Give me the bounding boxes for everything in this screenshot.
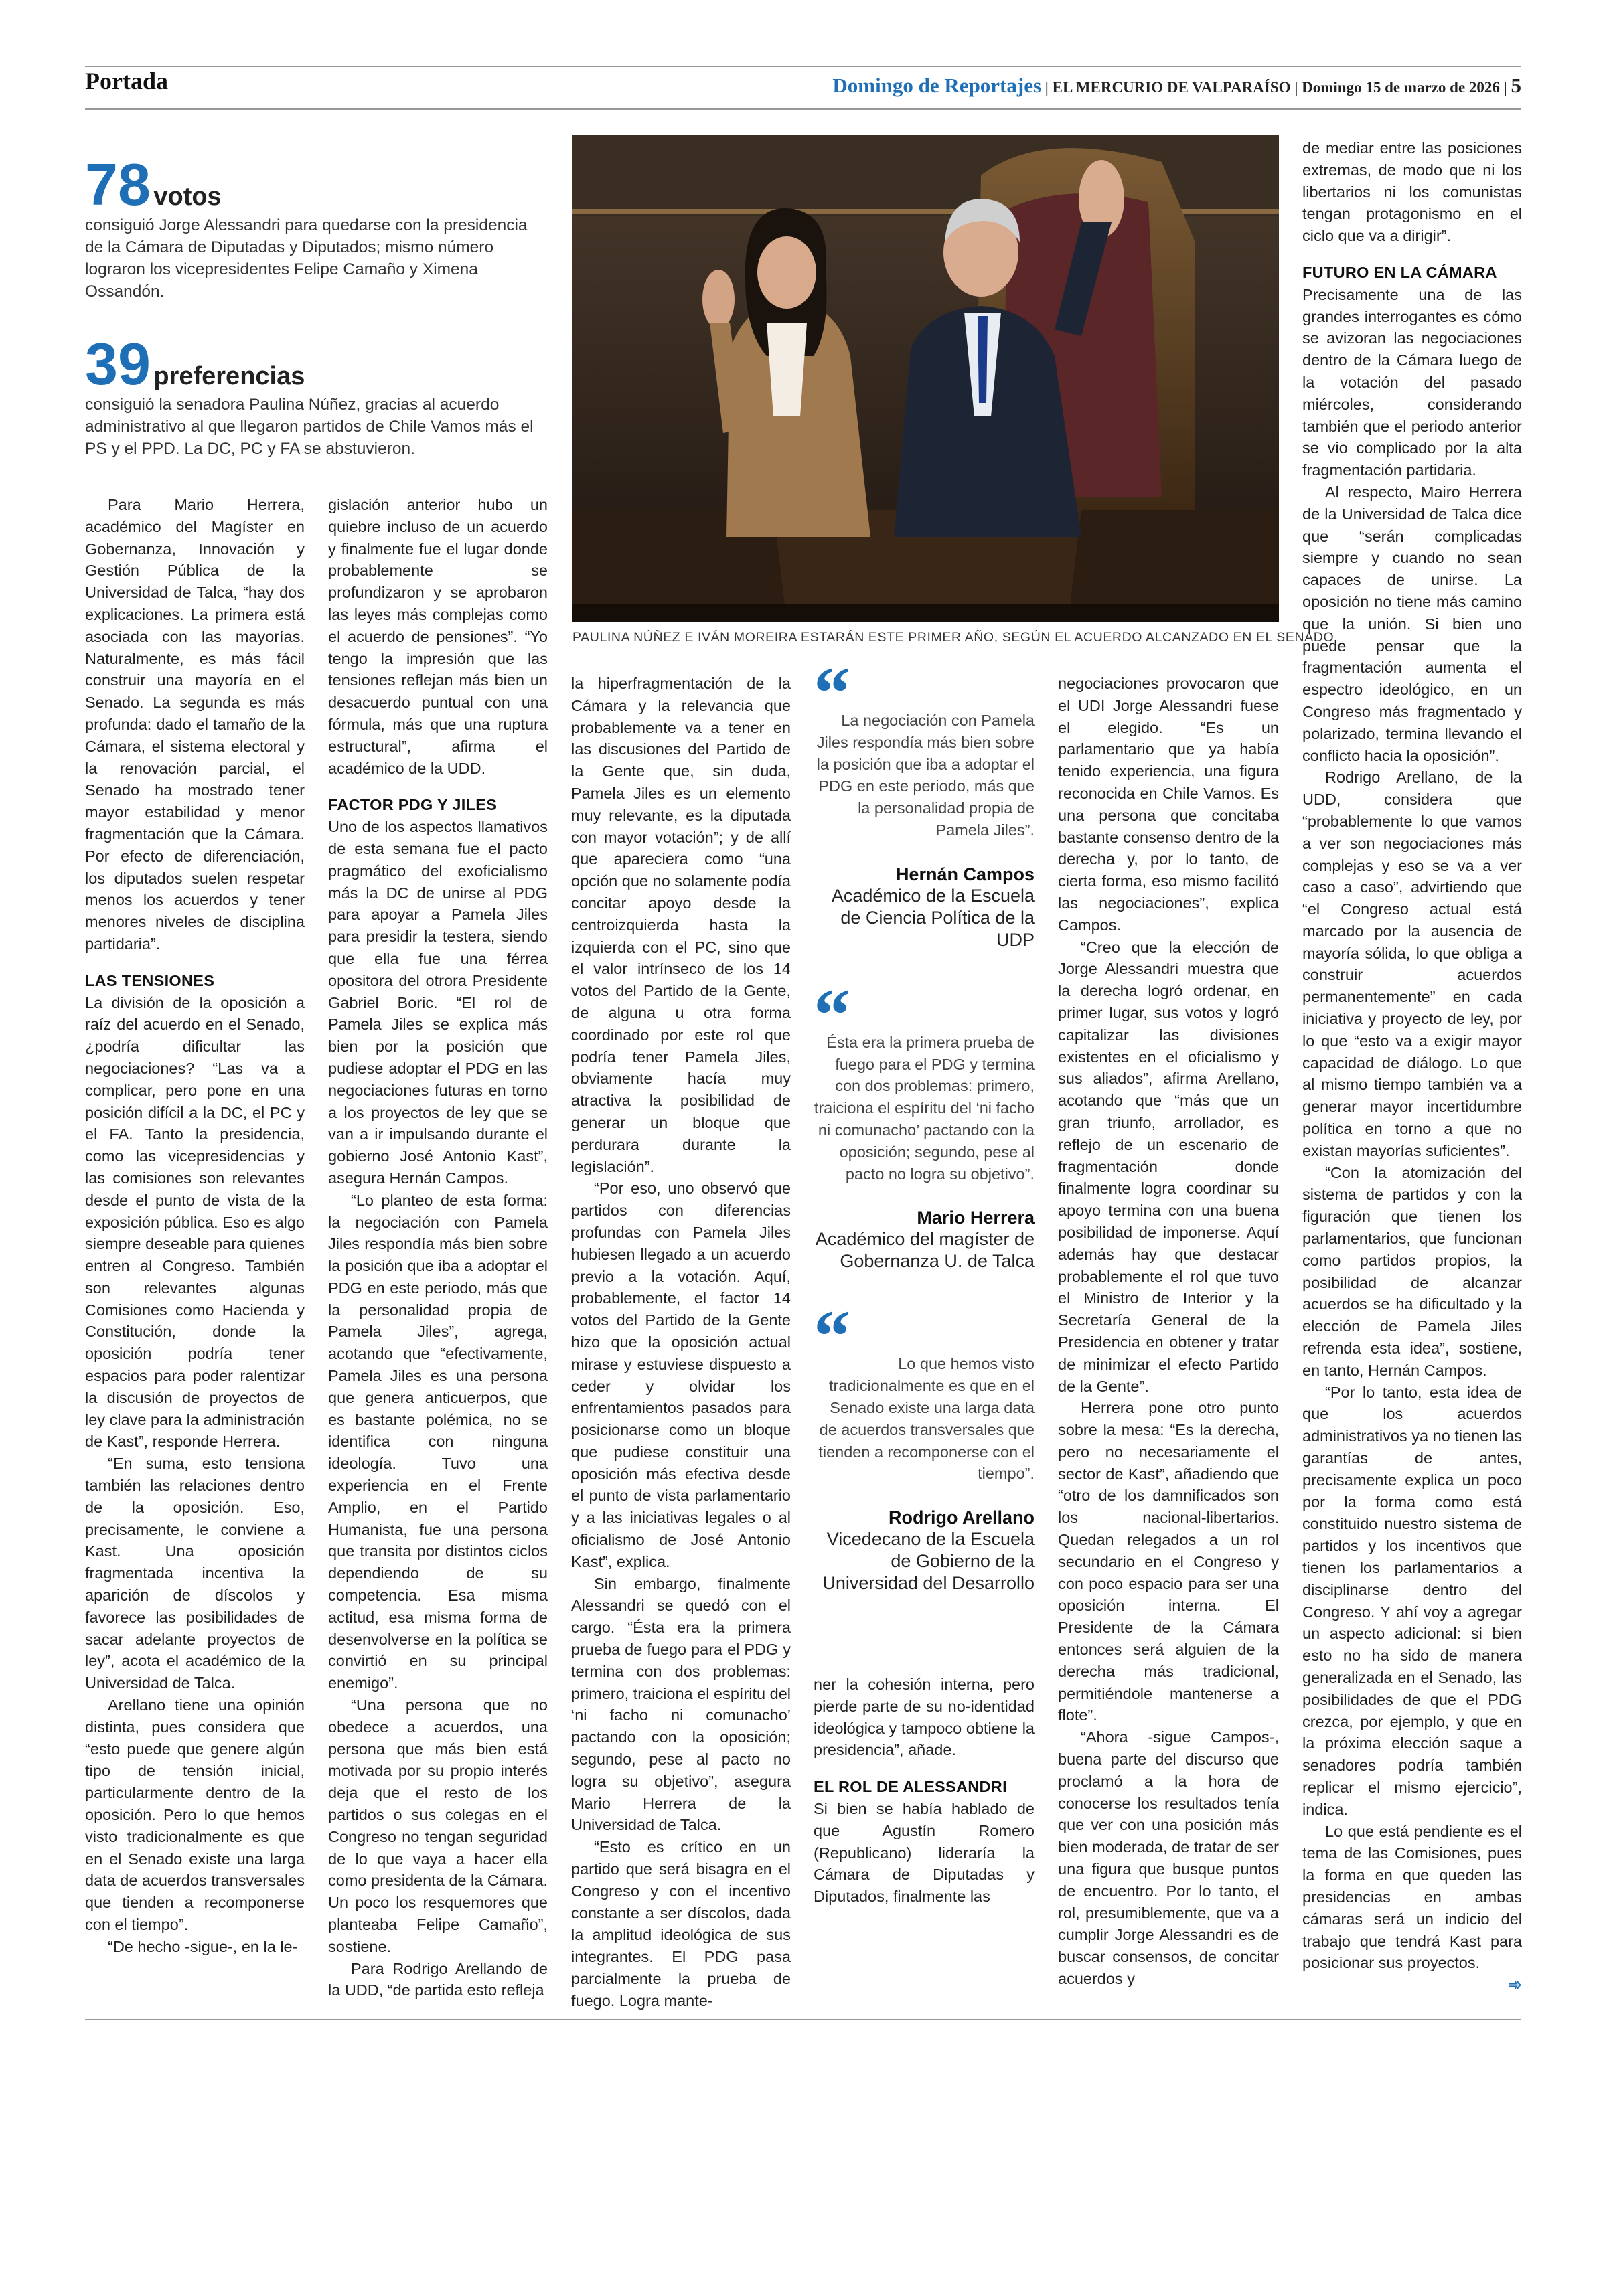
stat-unit: preferencias	[153, 362, 305, 390]
paragraph: Sin embargo, finalmente Alessandri se quedó con el cargo. “Ésta era la primera prueba de fuego para el PDG y termina con dos problemas: primero, traiciona el espíritu del ‘ni facho ni comunacho’ pactando con la oposición; segundo, pese al pacto no logra su objetivo”, asegura Mario Herrera de la Universidad de Talca.	[571, 1574, 791, 1834]
paragraph: la hiperfragmentación de la Cámara y la relevancia que probablemente va a tener en las discusiones del Partido de la Gente que, sin duda, Pamela Jiles es un elemento muy relevante, es la diputada con mayor votación”; y de allí que apareciera como “una opción que no solamente podía concitar apoyo desde la centroizquierda hasta la izquierda con el PC, sino que el valor intrínseco de los 14 votos del Partido de la Gente, de alguna u otra forma coordinado por este rol que podría tener Pamela Jiles, obviamente hacía muy atractiva la posibilidad de generar un bloque que perdurara durante la legislación”.	[571, 675, 791, 1175]
page-number: 5	[1511, 74, 1521, 97]
quote-icon: “	[814, 973, 850, 1056]
paragraph: de mediar entre las posiciones extremas, de modo que ni los libertarios ni los comunistas tengan protagonismo en el ciclo que va a dirigir”.	[1302, 139, 1522, 245]
quotes-column	[814, 652, 1035, 1594]
article-column-6	[1302, 137, 1522, 1997]
pull-quote	[814, 973, 1035, 1273]
paragraph: Para Mario Herrera, académico del Magíster en Gobernanza, Innovación y Gestión Pública de la Universidad de Talca, “hay dos explicaciones. La primera está asociada con las mayorías. Naturalmente, es más fácil construir una mayoría en el Senado. La segunda es más profunda: dado el tamaño de la Cámara, el sistema electoral y la renovación parcial, el Senado ha mostrado tener mayor estabilidad y menor fragmentación que la Cámara. Por efecto de diferenciación, los diputados suelen respetar menos los acuerdos y tener menores niveles de disciplina partidaria”.	[85, 496, 305, 953]
header-separator: |	[1045, 79, 1049, 96]
stat-number: 78	[85, 151, 151, 218]
paragraph: “Ahora -sigue Campos-, buena parte del discurso que proclamó a la hora de conocerse los resultados tenía que ver con una posición más bien moderada, de tratar de ser una figura que busque puntos de encuentro. Por lo tanto, el rol, presumiblemente, que va a cumplir Jorge Alessandri es de buscar consensos, de concitar acuerdos y	[1058, 1728, 1279, 1988]
article-column-1	[85, 494, 305, 1958]
quote-text: La negociación con Pamela Jiles respondía más bien sobre la posición que iba a adoptar el PDG en este periodo, más que la personalidad propia de Pamela Jiles”.	[816, 712, 1035, 839]
arrow-right-icon: ➾	[1508, 1976, 1522, 1995]
stat-block-preferences	[85, 331, 540, 460]
paragraph: Uno de los aspectos llamativos de esta semana fue el pacto pragmático del exoficialismo más la DC de unirse al PDG para apoyar a Pamela Jiles para presidir la testera, siendo que ella fue una férrea opositora del otrora Presidente Gabriel Boric. “El rol de Pamela Jiles se explica más bien por la posición que pudiese adoptar el PDG en las negociaciones futuras en torno a los proyectos de ley que se van a ir impulsando durante el gobierno José Antonio Kast”, asegura Hernán Campos.	[328, 818, 548, 1187]
paragraph: Herrera pone otro punto sobre la mesa: “Es la derecha, pero no necesariamente el sector de Kast”, añadiendo que “otro de los damnificados son los nacional-libertarios. Quedan relegados a un rol secundario en el Congreso y con poco espacio para ser una oposición interna. El Presidente de la Cámara entonces será alguien de la derecha más tradicional, permitiéndole mantenerse a flote”.	[1058, 1399, 1279, 1724]
stat-description: consiguió la senadora Paulina Núñez, gracias al acuerdo administrativo al que llegaron partidos de Chile Vamos más el PS y el PPD. La DC, PC y FA se abstuvieron.	[85, 396, 534, 458]
article-column-4	[814, 1673, 1035, 1908]
pull-quote	[814, 1295, 1035, 1594]
article-column-5	[1058, 673, 1279, 1990]
quote-text: Ésta era la primera prueba de fuego para el PDG y termina con dos problemas: primero, traiciona el espíritu del ‘ni facho ni comunacho’ pactando con la oposición; segundo, pese al pacto no logra su objetivo”.	[814, 1033, 1035, 1183]
paragraph: La división de la oposición a raíz del acuerdo en el Senado, ¿podría dificultar las negociaciones? “Las va a complicar, pero pone en una posición difícil a la DC, el PC y el FA. Tanto la presidencia, como las vicepresidencias y las comisiones son relevantes desde el punto de vista de la exposición pública. Eso es algo siempre deseable para quienes entren al Congreso. También son relevantes algunas Comisiones como Hacienda y Constitución, donde la oposición podría tener espacios para poder ralentizar la discusión de proyectos de ley clave para la administración de Kast”, responde Herrera.	[85, 993, 305, 1451]
paragraph: Para Rodrigo Arellando de la UDD, “de partida esto refleja	[328, 1959, 548, 1999]
paragraph: Arellano tiene una opinión distinta, pues considera que “esto puede que genere algún tipo de tensión inicial, particularmente dentro de la oposición. Pero lo que hemos visto tradicionalmente es que en el Senado existe una larga data de acuerdos transversales que tienden a recomponerse con el tiempo”.	[85, 1696, 305, 1933]
paragraph: negociaciones provocaron que el UDI Jorge Alessandri fuese el elegido. “Es un parlamentario que ya había tenido experiencia, una figura reconocida en Chile Vamos. Es una persona que concitaba bastante consenso dentro de la derecha y, por lo tanto, de cierta forma, eso mismo facilitó las negociaciones”, explica Campos.	[1058, 675, 1279, 934]
article-column-2	[328, 494, 548, 2001]
stat-description: consiguió Jorge Alessandri para quedarse con la presidencia de la Cámara de Diputadas y Diputados; mismo número lograron los vicepresidentes Felipe Camaño y Ximena Ossandón.	[85, 216, 528, 301]
quote-author: Mario Herrera	[917, 1208, 1035, 1228]
issue-date: Domingo 15 de marzo de 2026	[1302, 79, 1500, 96]
stat-number: 39	[85, 331, 151, 397]
subhead-alessandri: EL ROL DE ALESSANDRI	[814, 1778, 1007, 1796]
paragraph: “Por lo tanto, esta idea de que los acuerdos administrativos ya no tienen las garantías de antes, precisamente explica un poco por la forma como está constituido nuestro sistema de partidos y los incentivos que tienen los parlamentarios a disciplinarse dentro del Congreso. Y ahí voy a agregar un aspecto adicional: si bien esto no ha sido de manera generalizada en el Senado, las posibilidades de que el PDG crezca, por ejemplo, y que en la próxima elección saque a senadores podría también replicar el mismo ejercicio”, indica.	[1302, 1383, 1522, 1818]
quote-icon: “	[814, 1295, 850, 1378]
section-label: Portada	[85, 68, 168, 94]
quote-author-role: Académico de la Escuela de Ciencia Política de la UDP	[831, 885, 1035, 950]
paragraph: Rodrigo Arellano, de la UDD, considera que “probablemente lo que vamos a ver son negociaciones más complejas y eso se va a ver caso a caso”, advirtiendo que “el Congreso actual está marcado por la ausencia de mayoría sólida, lo que obliga a construir acuerdos permanentemente” en cada iniciativa y proyecto de ley, por lo que “esto va a exigir mayor capacidad de diálogo. Lo que al mismo tiempo también va a generar mayor incertidumbre política en torno a que no existan mayorías suficientes”.	[1302, 768, 1522, 1159]
paragraph: ner la cohesión interna, pero pierde parte de su no-identidad ideológica y tampoco obtiene la presidencia”, añade.	[814, 1675, 1035, 1759]
paragraph: “De hecho -sigue-, en la le-	[108, 1937, 298, 1955]
photo-caption: PAULINA NÚÑEZ E IVÁN MOREIRA ESTARÁN ESTE PRIMER AÑO, SEGÚN EL ACUERDO ALCANZADO EN EL SENADO.	[572, 630, 1338, 645]
quote-author-role: Académico del magíster de Gobernanza U. de Talca	[815, 1229, 1035, 1272]
quote-author: Rodrigo Arellano	[888, 1507, 1035, 1528]
article-column-3	[571, 673, 791, 2012]
paragraph: “Una persona que no obedece a acuerdos, una persona que más bien está motivada por su propio interés deja que el resto de los partidos o sus colegas en el Congreso no tengan seguridad de lo que vaya a hacer ella como presidenta de la Cámara. Un poco los resquemores que planteaba Felipe Camaño”, sostiene.	[328, 1696, 548, 1955]
paragraph: Lo que está pendiente es el tema de las Comisiones, pues la forma en que queden las presidencias en ambas cámaras será un indicio del trabajo que tendrá Kast para posicionar sus proyectos.	[1302, 1822, 1522, 1972]
page-header-info: Domingo de Reportajes | EL MERCURIO DE VALPARAÍSO | Domingo 15 de marzo de 2026 | 5	[832, 74, 1521, 97]
paragraph: gislación anterior hubo un quiebre incluso de un acuerdo y finalmente fue el lugar donde probablemente se profundizaron y se aprobaron las leyes más complejas como el acuerdo de pensiones”. “Yo tengo la impresión que las tensiones reflejan más bien un desacuerdo puntual con una fórmula, más que una ruptura estructural”, afirma el académico de la UDD.	[328, 496, 548, 777]
paragraph: “Lo planteo de esta forma: la negociación con Pamela Jiles respondía más bien sobre la posición que iba a adoptar el PDG en este periodo, más que la personalidad propia de Pamela Jiles”, agrega, acotando que “efectivamente, Pamela Jiles es una persona que genera anticuerpos, que es bastante polémica, no se identifica con ninguna ideología. Tuvo una experiencia en el Frente Amplio, en el Partido Humanista, fue una persona que transita por distintos ciclos dependiendo de su competencia. Esa misma actitud, esa misma forma de desenvolverse en la política se convirtió en su principal enemigo”.	[328, 1191, 548, 1692]
subhead-tensions: LAS TENSIONES	[85, 971, 215, 989]
stat-block-votes	[85, 151, 540, 303]
photo	[572, 135, 1279, 622]
paragraph: Si bien se había hablado de que Agustín Romero (Republicano) lideraría la Cámara de Diputadas y Diputados, finalmente las	[814, 1799, 1035, 1906]
paragraph: “Esto es crítico en un partido que será bisagra en el Congreso y con el incentivo constante a ser díscolos, dada la amplitud ideológica de sus integrantes. El PDG pasa parcialmente la prueba de fuego. Logra mante-	[571, 1838, 791, 2010]
paragraph: “Creo que la elección de Jorge Alessandri muestra que la derecha logró ordenar, en primer lugar, sus votos y logró capitalizar las divisiones existentes en el oficialismo y sus aliados”, afirma Arellano, acotando que “más que un gran triunfo, arrollador, es reflejo de un escenario de fragmentación donde finalmente logra coordinar su apoyo termina con una buena posibilidad de imponerse. Aquí además hay que destacar probablemente el rol que tuvo el Ministro de Interior y la Secretaría General de la Presidencia en obtener y tratar de minimizar el efecto Partido de la Gente”.	[1058, 938, 1279, 1395]
newspaper-name: EL MERCURIO DE VALPARAÍSO	[1052, 79, 1291, 96]
quote-author-role: Vicedecano de la Escuela de Gobierno de la Universidad del Desarrollo	[822, 1529, 1035, 1594]
supplement-name: Domingo de Reportajes	[832, 74, 1042, 97]
stat-unit: votos	[153, 183, 222, 211]
subhead-pdg-jiles: FACTOR PDG Y JILES	[328, 796, 498, 814]
paragraph: “Por eso, uno observó que partidos con diferencias profundas con Pamela Jiles hubiesen llegado a un acuerdo previo a la votación. Aquí, probablemente, el factor 14 votos del Partido de la Gente hizo que la oposición actual mirase y estuviese dispuesto a ceder y olvidar los enfrentamientos pasados para posicionarse como un bloque que pudiese constituir una oposición más efectiva desde el punto de vista parlamentario y a las iniciativas legales o al oficialismo de José Antonio Kast”, explica.	[571, 1179, 791, 1570]
quote-text: Lo que hemos visto tradicionalmente es que en el Senado existe una larga data de acuerdos transversales que tienden a recomponerse con el tiempo”.	[818, 1355, 1035, 1483]
paragraph: “Con la atomización del sistema de partidos y con la figuración que tienen los parlamentarios, que funcionan como partidos propios, la posibilidad de alcanzar acuerdos se ha dificultado y la elección de Pamela Jiles refrenda esta idea”, sostiene, en tanto, Hernán Campos.	[1302, 1163, 1522, 1379]
quote-author: Hernán Campos	[895, 864, 1035, 884]
chamber-photo-illustration	[572, 135, 1279, 622]
paragraph: “En suma, esto tensiona también las relaciones dentro de la oposición. Eso, precisamente, le conviene a Kast. Una oposición fragmentada incentiva la aparición de díscolos y favorece las posibilidades de sacar adelante proyectos de ley”, acota el académico de la Universidad de Talca.	[85, 1455, 305, 1692]
paragraph: Precisamente una de las grandes interrogantes es cómo se avizoran las negociaciones dentro de la Cámara luego de la votación del pasado miércoles, considerando también que el periodo anterior se vio complicado por la alta fragmentación partidaria.	[1302, 285, 1522, 479]
subhead-future: FUTURO EN LA CÁMARA	[1302, 263, 1497, 281]
quote-icon: “	[814, 652, 850, 734]
paragraph: Al respecto, Mairo Herrera de la Universidad de Talca dice que “serán complicadas siempre y cuando no sean capaces de unirse. La oposición no tiene más camino que la unión. Si bien uno puede pensar que la fragmentación aumenta el espectro ideológico, en un Congreso más fragmentado y polarizado, termina llevando el conflicto hacia la oposición”.	[1302, 483, 1522, 764]
pull-quote	[814, 652, 1035, 951]
